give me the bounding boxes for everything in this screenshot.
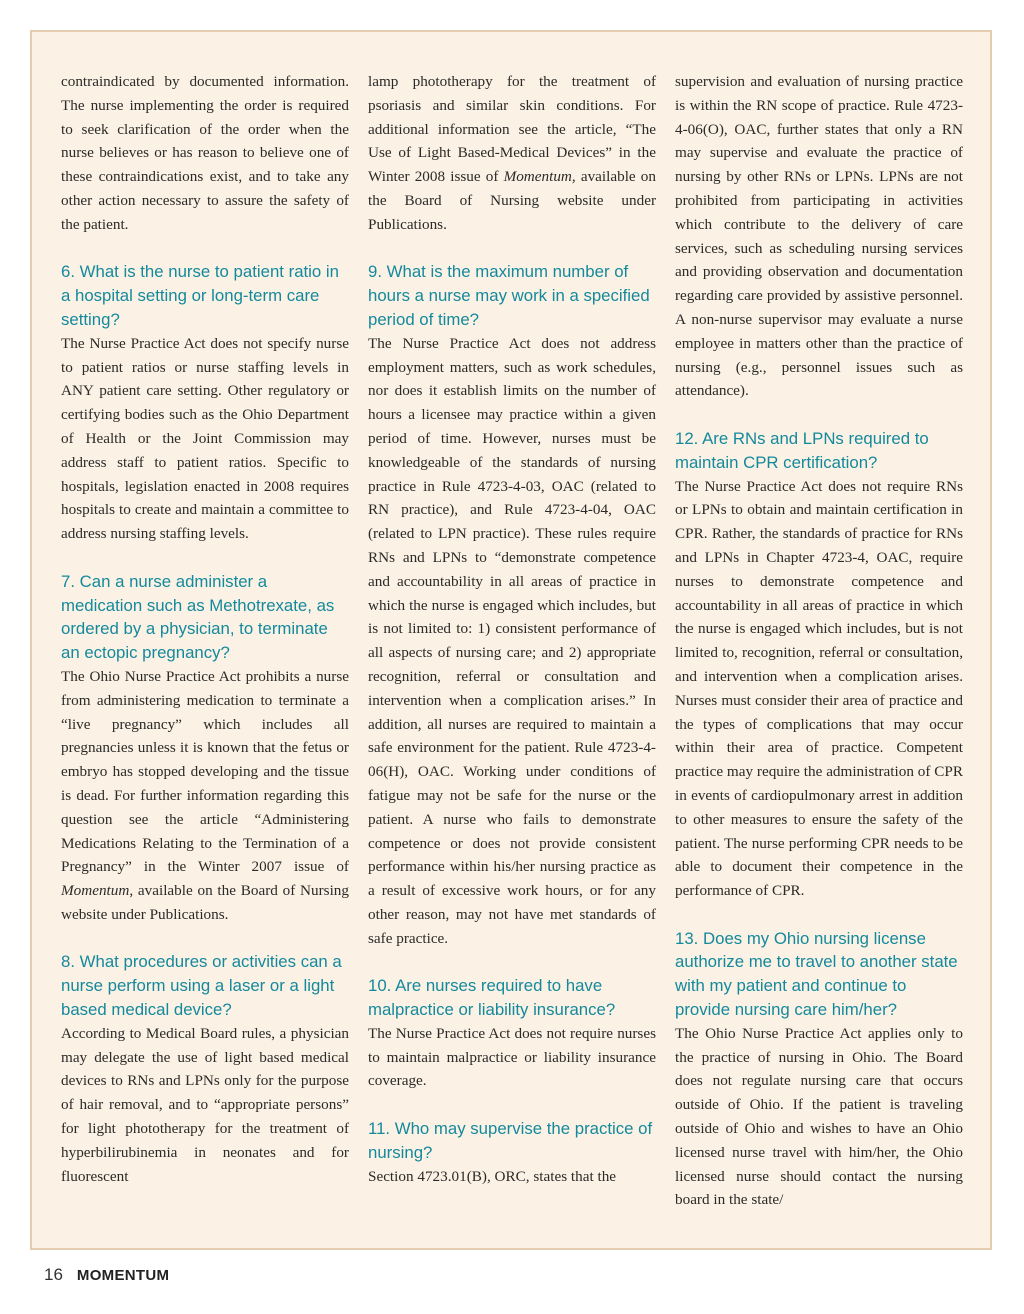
paragraph-continued: [368, 70, 656, 237]
page-footer: [44, 1265, 169, 1285]
answer-7-text-end: , available on the Board of Nursing website under Publications.: [61, 882, 349, 923]
column-middle: [368, 70, 656, 1212]
answer-paragraph-13: The Ohio Nurse Practice Act applies only to the practice of nursing in Ohio. The Board does not regulate nursing care that occurs outside of Ohio. If the patient is traveling outside of Ohio and wishes to have an Ohio licensed nurse travel with him/her, the Ohio licensed nurse should contact the nursing board in the state/: [675, 1024, 963, 1209]
question-heading-7: 7. Can a nurse administer a medication such as Methotrexate, as ordered by a physician, to terminate an ectopic pregnancy?: [61, 571, 335, 663]
column-left: [61, 70, 349, 1212]
question-heading-9: 9. What is the maximum number of hours a nurse may work in a specified period of time?: [368, 262, 650, 329]
question-heading-13: 13. Does my Ohio nursing license authorize me to travel to another state with my patient and continue to provide nursing care him/her?: [675, 928, 958, 1020]
answer-paragraph-12: The Nurse Practice Act does not require RNs or LPNs to obtain and maintain certification in CPR. Rather, the standards of practice for RNs and LPNs in Chapter 4723-4, OAC, require nurses to demonstrate competence and accountability in all areas of practice in which the nurse is engaged which includes, but is not limited to, recognition, referral or consultation, and intervention when a complication arises. Nurses must consider their area of practice and the types of complications that may occur within their area of practice. Competent practice may require the administration of CPR in events of cardiopulmonary arrest in addition to other measures to ensure the safety of the patient. The nurse performing CPR needs to be able to document their competence in the performance of CPR.: [675, 477, 963, 900]
answer-paragraph-7: [61, 665, 349, 927]
answer-paragraph-9: The Nurse Practice Act does not address employment matters, such as work schedules, nor does it establish limits on the number of hours a licensee may practice within a given period of time. However, nurses must be knowledgeable of the standards of nursing practice in Rule 4723-4-03, OAC (related to RN practice), and Rule 4723-4-04, OAC (related to LPN practice). These rules require RNs and LPNs to “demonstrate competence and accountability in all areas of practice in which the nurse is engaged which includes, but is not limited to: 1) consistent performance of all aspects of nursing care; and 2) appropriate recognition, referral or consultation and intervention when a complication arises.” In addition, all nurses are required to maintain a safe environment for the patient. Rule 4723-4-06(H), OAC. Working under conditions of fatigue may not be safe for the nurse or the patient. A nurse who fails to demonstrate competence or does not provide consistent performance within his/her nursing practice as a result of excessive work hours, or for any other reason, may not have met standards of safe practice.: [368, 334, 656, 947]
question-heading-6: 6. What is the nurse to patient ratio in a hospital setting or long-term care setting?: [61, 262, 339, 329]
magazine-title-italic: Momentum: [61, 882, 130, 900]
answer-paragraph-6: The Nurse Practice Act does not specify nurse to patient ratios or nurse staffing levels in ANY patient care setting. Other regulatory or certifying bodies such as the Ohio Department of Health or the Joint Commission may address staff to patient ratios. Specific to hospitals, legislation enacted in 2008 requires hospitals to create and maintain a committee to address nursing staffing levels.: [61, 334, 349, 543]
answer-7-text-start: The Ohio Nurse Practice Act prohibits a nurse from administering medication to terminate a “live pregnancy” which includes all pregnancies unless it is known that the fetus or embryo has stopped developing and the tissue is dead. For further information regarding this question see the article “Administering Medications Relating to the Termination of a Pregnancy” in the Winter 2007 issue of: [61, 667, 349, 876]
question-heading-12: 12. Are RNs and LPNs required to maintain CPR certification?: [675, 428, 929, 472]
magazine-title-italic: Momentum: [503, 168, 572, 186]
article-panel: [30, 30, 992, 1250]
question-heading-8: 8. What procedures or activities can a nurse perform using a laser or a light based medical device?: [61, 952, 342, 1020]
page-number: 16: [44, 1265, 63, 1284]
magazine-name: MOMENTUM: [76, 1267, 170, 1284]
intro-text-start: lamp phototherapy for the treatment of psoriasis and similar skin conditions. For additional information see the article, “The Use of Light Based-Medical Devices” in the Winter 2008 issue of: [368, 73, 656, 186]
question-heading-10: 10. Are nurses required to have malpractice or liability insurance?: [368, 976, 616, 1020]
answer-paragraph-11: Section 4723.01(B), ORC, states that the: [368, 1167, 617, 1185]
column-right: [675, 70, 963, 1236]
question-heading-11: 11. Who may supervise the practice of nursing?: [368, 1119, 653, 1162]
answer-paragraph-8: According to Medical Board rules, a physician may delegate the use of light based medical devices to RNs and LPNs only for the purpose of hair removal, and to “appropriate persons” for light phototherapy for the treatment of hyperbilirubinemia in neonates and for fluorescent: [61, 1024, 349, 1185]
answer-paragraph-10: The Nurse Practice Act does not require nurses to maintain malpractice or liability insurance coverage.: [368, 1024, 656, 1090]
paragraph-continued: supervision and evaluation of nursing practice is within the RN scope of practice. Rule 4723-4-06(O), OAC, further states that only a RN may supervise and evaluate the practice of nursing by other RNs or LPNs. LPNs are not prohibited from participating in activities which contribute to the delivery of care services, such as scheduling nursing services and providing observation and documentation regarding care provided by assistive personnel. A non-nurse supervisor may evaluate a nurse employee in matters other than the practice of nursing (e.g., personnel issues such as attendance).: [675, 73, 963, 400]
intro-text-end: , available on the Board of Nursing website under Publications.: [368, 168, 656, 233]
paragraph-continued: contraindicated by documented information. The nurse implementing the order is required to seek clarification of the order when the nurse believes or has reason to believe one of these contraindications exist, and to take any other action necessary to assure the safety of the patient.: [61, 73, 349, 233]
